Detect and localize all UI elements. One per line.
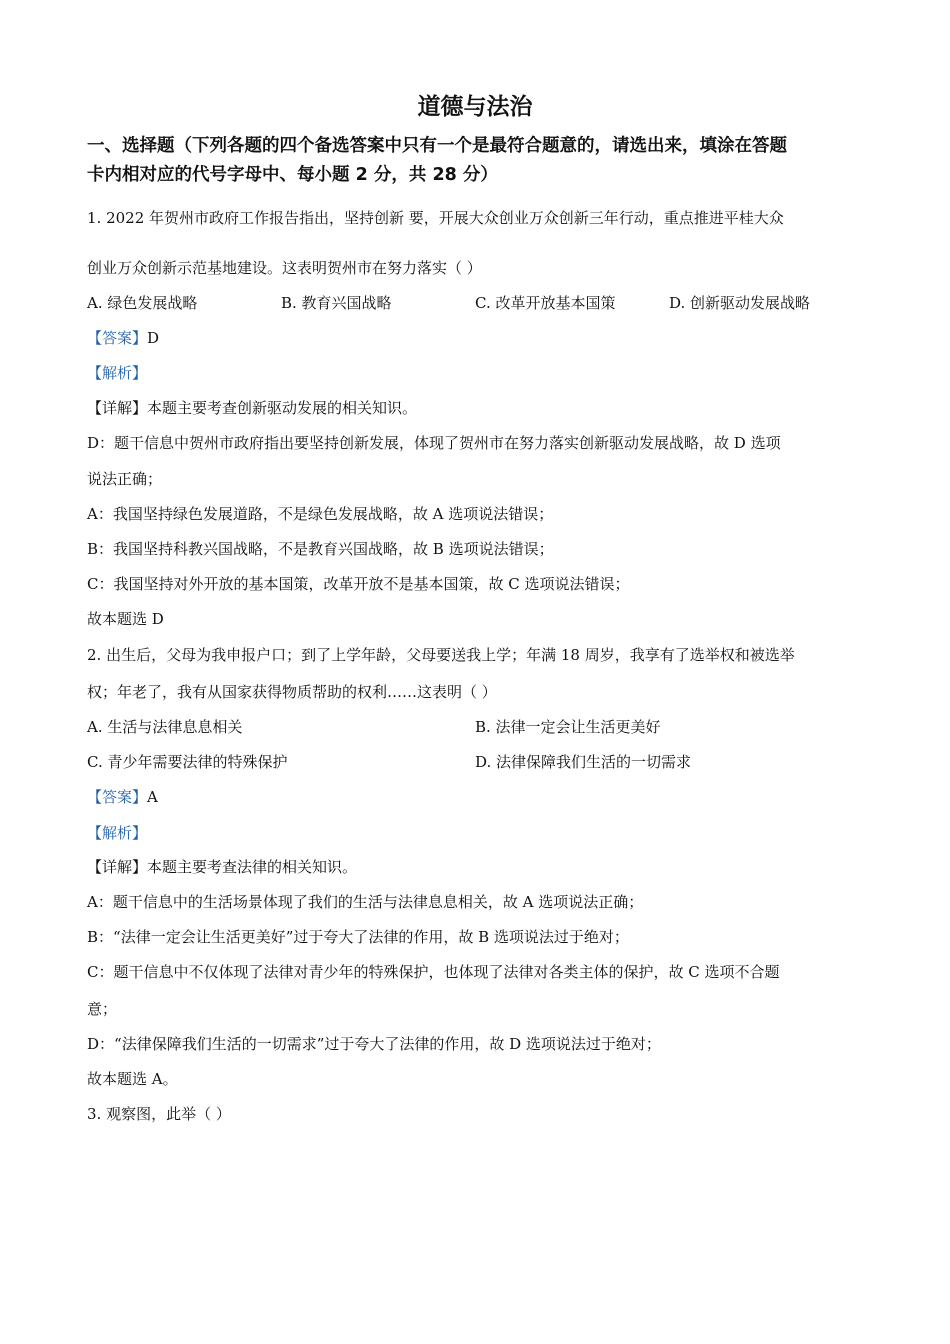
question-2-conclusion: 故本题选 A。 <box>87 1070 178 1088</box>
section-heading-line-1: 一、选择题（下列各题的四个备选答案中只有一个是最符合题意的，请选出来，填涂在答题 <box>87 136 787 156</box>
section-heading-line-2: 卡内相对应的代号字母中、每小题 2 分，共 28 分） <box>87 165 498 185</box>
question-2-option-c: C. 青少年需要法律的特殊保护 <box>87 753 288 771</box>
answer-value: D <box>147 329 160 347</box>
section-heading <box>87 132 867 190</box>
question-2-explanation-line: A：题干信息中的生活场景体现了我们的生活与法律息息相关，故 A 选项说法正确； <box>87 893 644 911</box>
question-2-analysis-tag: 【解析】 <box>87 824 148 842</box>
question-1-explanation-line: 说法正确； <box>87 470 163 488</box>
question-2-stem-line-1: 2. 出生后，父母为我申报户口；到了上学年龄，父母要送我上学；年满 18 周岁，我享有了选举权和被选举 <box>87 646 795 664</box>
question-1-conclusion: 故本题选 D <box>87 610 164 628</box>
answer-value: A <box>147 788 158 806</box>
question-2-explanation-line: D：“法律保障我们生活的一切需求”过于夸大了法律的作用，故 D 选项说法过于绝对； <box>87 1035 661 1053</box>
question-1-stem-line-1: 1. 2022 年贺州市政府工作报告指出，坚持创新 要，开展大众创业万众创新三年行动，重点推进平桂大众 <box>87 209 784 227</box>
question-2-explanation-line: C：题干信息中不仅体现了法律对青少年的特殊保护，也体现了法律对各类主体的保护，故 C 选项不合题 <box>87 963 780 981</box>
question-2-option-b: B. 法律一定会让生活更美好 <box>475 718 661 736</box>
question-1-answer <box>87 327 159 348</box>
question-1-option-c: C. 改革开放基本国策 <box>475 294 616 312</box>
question-1-explanation-line: D：题干信息中贺州市政府指出要坚持创新发展，体现了贺州市在努力落实创新驱动发展战略，故 D 选项 <box>87 434 781 452</box>
question-2-option-a: A. 生活与法律息息相关 <box>87 718 243 736</box>
question-2-detail: 【详解】本题主要考查法律的相关知识。 <box>87 858 358 876</box>
question-2-option-d: D. 法律保障我们生活的一切需求 <box>475 753 692 771</box>
question-1-detail: 【详解】本题主要考查创新驱动发展的相关知识。 <box>87 399 418 417</box>
question-3-stem: 3. 观察图，此举（ ） <box>87 1105 231 1123</box>
answer-tag: 【答案】 <box>87 788 148 806</box>
question-1-explanation-line: B：我国坚持科教兴国战略，不是教育兴国战略，故 B 选项说法错误； <box>87 540 554 558</box>
question-1-analysis-tag: 【解析】 <box>87 364 148 382</box>
question-1-option-d: D. 创新驱动发展战略 <box>669 294 811 312</box>
page-title: 道德与法治 <box>417 94 533 120</box>
question-1-explanation-line: C：我国坚持对外开放的基本国策，改革开放不是基本国策，故 C 选项说法错误； <box>87 575 630 593</box>
answer-tag: 【答案】 <box>87 329 148 347</box>
question-2-explanation-line: 意； <box>87 1000 118 1018</box>
question-2-answer <box>87 786 158 807</box>
question-1-explanation-line: A：我国坚持绿色发展道路，不是绿色发展战略，故 A 选项说法错误； <box>87 505 554 523</box>
question-1-option-a: A. 绿色发展战略 <box>87 294 198 312</box>
question-1-stem-line-2: 创业万众创新示范基地建设。这表明贺州市在努力落实（ ） <box>87 259 482 277</box>
question-2-stem-line-2: 权；年老了，我有从国家获得物质帮助的权利……这表明（ ） <box>87 683 497 701</box>
question-2-explanation-line: B：“法律一定会让生活更美好”过于夸大了法律的作用，故 B 选项说法过于绝对； <box>87 928 629 946</box>
question-1-option-b: B. 教育兴国战略 <box>281 294 392 312</box>
